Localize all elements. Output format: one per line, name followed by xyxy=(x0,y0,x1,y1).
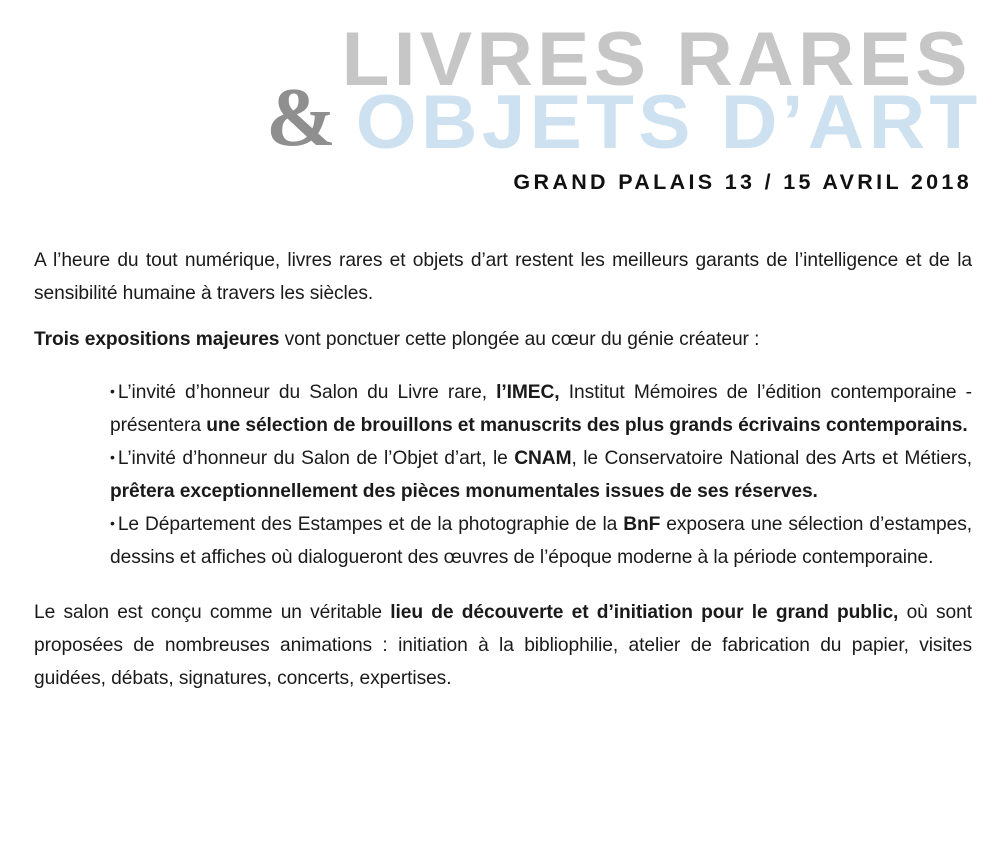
closing-text-part-2: où sont proposées de nombreuses animations : initiation à la bibliophilie, atelier de fabrication du papier, visites guidées, débats, signatures, concerts, expertises. xyxy=(34,602,972,690)
exhibition-bullet-list xyxy=(110,376,972,574)
bullet-text-part-1: L’invité d’honneur du Salon de l’Objet d’art, le xyxy=(117,448,515,470)
ampersand-glyph: & xyxy=(266,71,336,164)
event-title-block xyxy=(0,0,1000,165)
bullet-bold-cnam: CNAM xyxy=(514,448,572,470)
event-title-line-2: OBJETS D’ART xyxy=(356,80,982,165)
bullet-bold-bnf: BnF xyxy=(623,514,661,536)
bullet-text-part-1: L’invité d’honneur du Salon du Livre rare, xyxy=(117,382,497,404)
list-item xyxy=(110,376,972,442)
bullet-text-part-1: Le Département des Estampes et de la photographie de la xyxy=(117,514,624,536)
list-item xyxy=(110,508,972,574)
bullet-text-part-2: exposera une sélection d’estampes, dessins et affiches où dialogueront des œuvres de l’époque moderne à la période contemporaine. xyxy=(110,514,972,569)
bullet-bold-selection: une sélection de brouillons et manuscrits des plus grands écrivains contemporains. xyxy=(206,415,968,437)
bullet-text-part-2: Institut Mémoires de l’édition contemporaine - présentera xyxy=(110,382,972,437)
event-title-line-1: LIVRES RARES xyxy=(341,17,972,102)
bullet-bold-imec: l’IMEC, xyxy=(496,382,560,404)
event-venue-dates: GRAND PALAIS 13 / 15 AVRIL 2018 xyxy=(513,170,972,194)
intro-paragraph xyxy=(34,244,972,310)
bullet-dot-icon: • xyxy=(110,515,115,532)
closing-text-part-1: Le salon est conçu comme un véritable xyxy=(34,602,391,624)
closing-bold-text: lieu de découverte et d’initiation pour le grand public, xyxy=(390,602,899,624)
bullet-dot-icon: • xyxy=(110,449,115,466)
intro-text: A l’heure du tout numérique, livres rares et objets d’art restent les meilleurs garants de l’intelligence et de la sensibilité humaine à travers les siècles. xyxy=(34,250,972,305)
lead-rest-text: vont ponctuer cette plongée au cœur du génie créateur : xyxy=(279,329,760,351)
bullet-bold-pieces: prêtera exceptionnellement des pièces monumentales issues de ses réserves. xyxy=(110,481,818,503)
lead-paragraph xyxy=(34,323,972,356)
list-item xyxy=(110,442,972,508)
bullet-text-part-2: , le Conservatoire National des Arts et Métiers, xyxy=(571,448,972,470)
bullet-dot-icon: • xyxy=(110,383,115,400)
masthead xyxy=(0,0,1000,210)
lead-bold-text: Trois expositions majeures xyxy=(34,329,280,351)
closing-paragraph xyxy=(34,596,972,695)
document-body xyxy=(34,244,972,695)
